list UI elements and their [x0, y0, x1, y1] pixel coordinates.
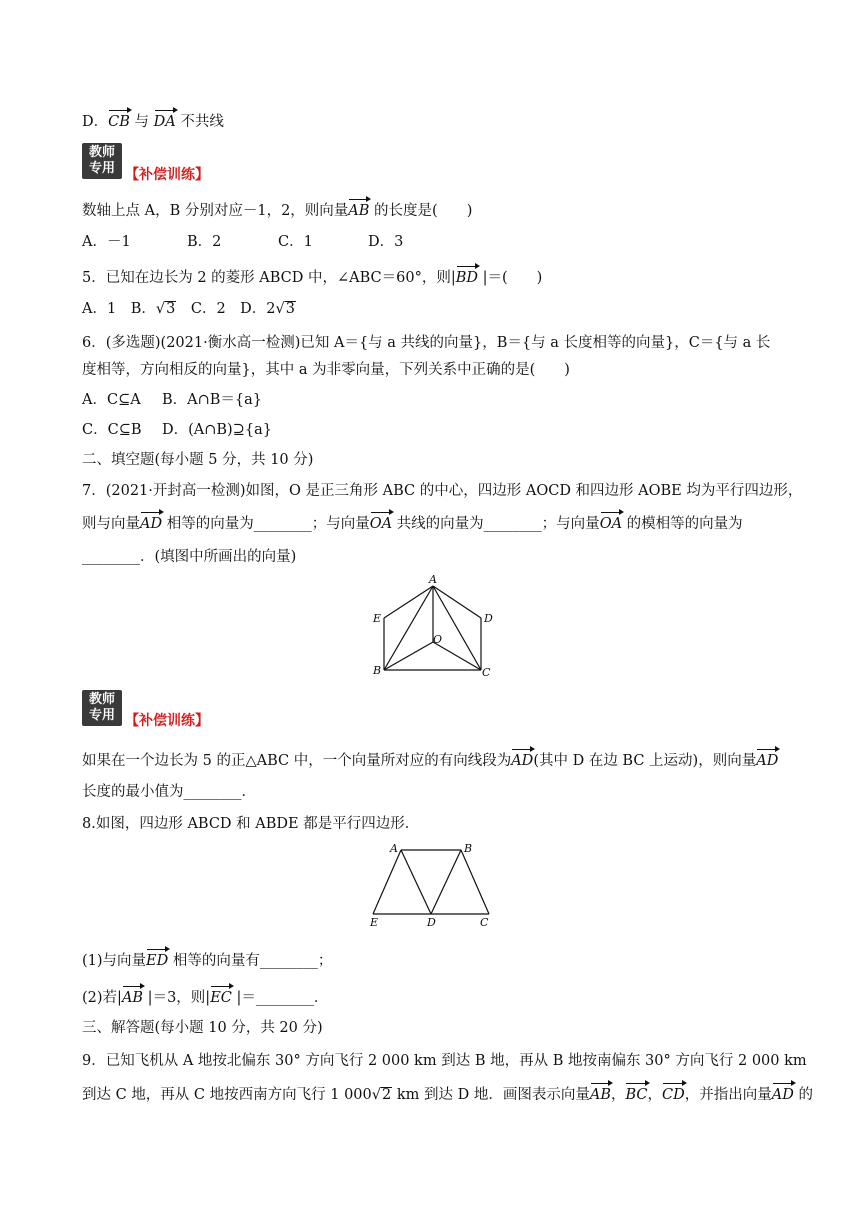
- question-6-options-cd: C．C⊆B D．(A∩B)⊇{a}: [82, 422, 272, 438]
- label-d: D: [484, 612, 493, 625]
- figure-triangle-parallelograms: [366, 572, 496, 680]
- section-2-heading: 二、填空题(每小题 5 分，共 10 分): [82, 452, 314, 468]
- label-c: C: [482, 666, 491, 679]
- label-c: C: [480, 916, 489, 929]
- question-8-part1: (1)与向量ED 相等的向量有________；: [82, 953, 333, 969]
- question-5-options: A．1 B．√3 C．2 D．2√3: [82, 301, 296, 317]
- label-b: B: [373, 664, 382, 677]
- vector-da: DA: [153, 114, 176, 130]
- supplement-question-2-line1: 如果在一个边长为 5 的正△ABC 中，一个向量所对应的有向线段为AD(其中 D 在边 BC 上运动)，则向量AD: [82, 753, 779, 769]
- label-d: D: [427, 916, 436, 929]
- question-8-intro: 8.如图，四边形 ABCD 和 ABDE 都是平行四边形．: [82, 816, 420, 832]
- question-7-line3: ________．(填图中所画出的向量): [82, 549, 297, 565]
- label-b: B: [464, 842, 473, 855]
- supplement-question-1: 数轴上点 A，B 分别对应－1，2，则向量AB 的长度是( ): [82, 203, 473, 219]
- question-9-line1: 9．已知飞机从 A 地按北偏东 30° 方向飞行 2 000 km 到达 B 地，再从 B 地按南偏东 30° 方向飞行 2 000 km: [82, 1053, 807, 1069]
- figure-parallelograms: [366, 840, 496, 930]
- question-8-part2: (2)若|AB |＝3，则|EC |＝________．: [82, 990, 329, 1006]
- label-a: A: [429, 573, 437, 586]
- question-5: 5．已知在边长为 2 的菱形 ABCD 中，∠ABC＝60°，则|BD |＝( ): [82, 270, 543, 286]
- supplement-tag-2: 【补偿训练】: [125, 713, 209, 729]
- teacher-badge-2: 教师 专用: [82, 690, 122, 726]
- question-6-line2: 度相等，方向相反的向量}，其中 a 为非零向量，下列关系中正确的是( ): [82, 362, 570, 378]
- label-a: A: [390, 842, 398, 855]
- question-7-line1: 7．(2021·开封高一检测)如图，O 是正三角形 ABC 的中心，四边形 AOCD 和四边形 AOBE 均为平行四边形，: [82, 483, 803, 499]
- option-d-line: D．CB 与 DA 不共线: [82, 114, 224, 130]
- question-6-line1: 6．(多选题)(2021·衡水高一检测)已知 A＝{与 a 共线的向量}，B＝{与 a 长度相等的向量}，C＝{与 a 长: [82, 335, 771, 351]
- vector-cb: CB: [108, 114, 130, 130]
- supplement-question-2-line2: 长度的最小值为________．: [82, 784, 256, 800]
- question-9-line2: 到达 C 地，再从 C 地按西南方向飞行 1 000√2 km 到达 D 地．画图表示向量AB，BC，CD，并指出向量AD 的: [82, 1087, 813, 1103]
- label-e: E: [373, 612, 382, 625]
- question-7-line2: 则与向量AD 相等的向量为________；与向量OA 共线的向量为________；与向量OA 的模相等的向量为: [82, 516, 743, 532]
- section-3-heading: 三、解答题(每小题 10 分，共 20 分): [82, 1020, 323, 1036]
- question-6-options-ab: A．C⊆A B．A∩B＝{a}: [82, 392, 263, 408]
- teacher-badge: 教师 专用: [82, 143, 122, 179]
- label-o: O: [433, 633, 443, 646]
- label-e: E: [370, 916, 379, 929]
- supplement-tag: 【补偿训练】: [125, 167, 209, 183]
